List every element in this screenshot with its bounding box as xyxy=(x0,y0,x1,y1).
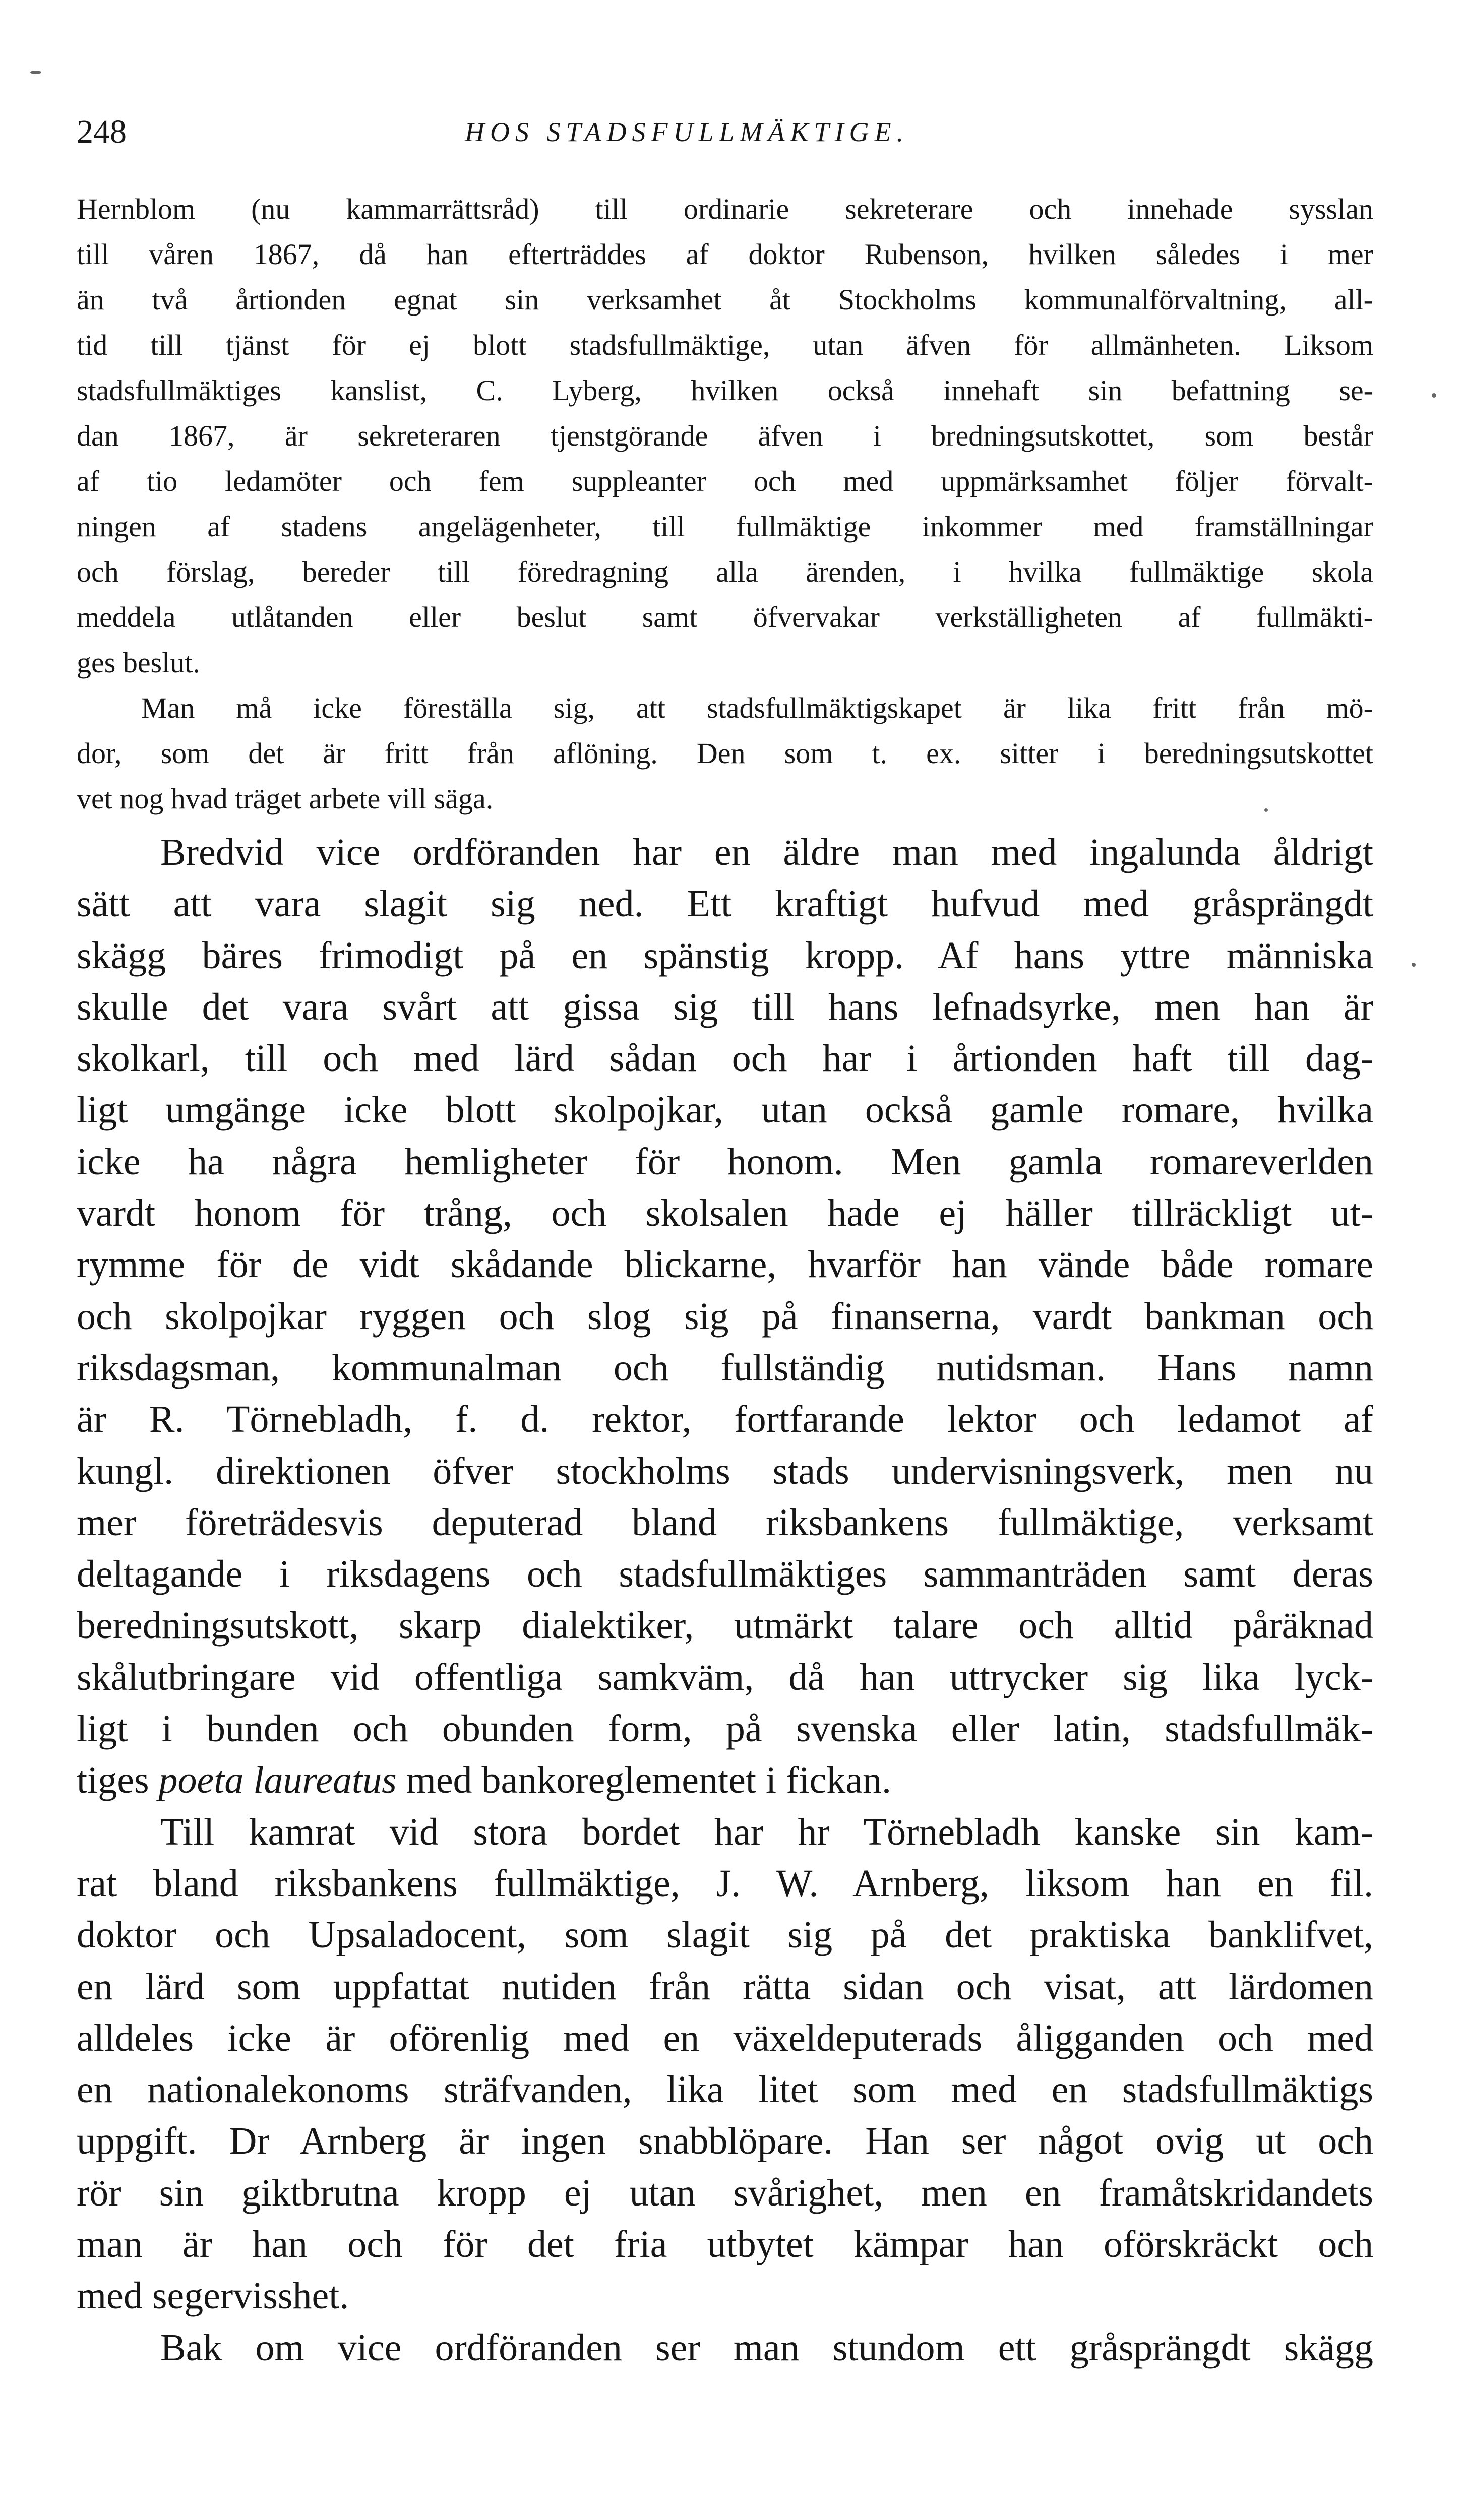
text-line: Bredvid vice ordföranden har en äldre man med ingalunda åldrigt xyxy=(160,831,1373,873)
text-line: alldeles icke är oförenlig med en växeldeputerads åligganden och med xyxy=(77,2017,1373,2059)
text-line: vardt honom för trång, och skolsalen hade ej häller tillräckligt ut- xyxy=(77,1192,1373,1235)
text-line: doktor och Upsaladocent, som slagit sig på det praktiska banklifvet, xyxy=(77,1914,1373,1957)
line-text: med bankoreglementet i fickan. xyxy=(396,1759,891,1802)
line-text: tiges xyxy=(77,1759,159,1802)
text-line: än två årtionden egnat sin verksamhet åt Stockholms kommunalförvaltning, all- xyxy=(77,283,1373,316)
text-line: dor, som det är fritt från aflöning. Den som t. ex. sitter i beredningsutskottet xyxy=(77,737,1373,770)
text-line: skulle det vara svårt att gissa sig till hans lefnadsyrke, men han är xyxy=(77,985,1373,1028)
text-line: Till kamrat vid stora bordet har hr Törnebladh kanske sin kam- xyxy=(160,1810,1373,1853)
text-line: stadsfullmäktiges kanslist, C. Lyberg, hvilken också innehaft sin befattning se- xyxy=(77,374,1373,407)
text-line: ligt i bunden och obunden form, på svenska eller latin, stadsfullmäk- xyxy=(77,1708,1373,1750)
text-line: en nationalekonoms sträfvanden, lika litet som med en stadsfullmäktigs xyxy=(77,2068,1373,2111)
text-line: skolkarl, till och med lärd sådan och har i årtionden haft till dag- xyxy=(77,1037,1373,1080)
text-line: och skolpojkar ryggen och slog sig på finanserna, vardt bankman och xyxy=(77,1295,1373,1338)
text-line: Bak om vice ordföranden ser man stundom ett gråsprängdt skägg xyxy=(160,2326,1373,2369)
italic-phrase: poeta laureatus xyxy=(158,1759,397,1802)
text-line: med segervisshet. xyxy=(77,2275,349,2317)
print-speck xyxy=(1412,963,1416,967)
text-line: skägg bäres frimodigt på en spänstig kropp. Af hans yttre människa xyxy=(77,934,1373,977)
text-line: till våren 1867, då han efterträddes af doktor Rubenson, hvilken således i mer xyxy=(77,238,1373,271)
text-line: vet nog hvad träget arbete vill säga. xyxy=(77,782,494,815)
text-line: af tio ledamöter och fem suppleanter och med uppmärksamhet följer förvalt- xyxy=(77,465,1373,497)
main-text-section xyxy=(77,827,1373,2373)
text-line: en lärd som uppfattat nutiden från rätta sidan och visat, att lärdomen xyxy=(77,1965,1373,2008)
text-line: skålutbringare vid offentliga samkväm, då han uttrycker sig lika lyck- xyxy=(77,1656,1373,1698)
text-line: rymme för de vidt skådande blickarne, hvarför han vände både romare xyxy=(77,1243,1373,1286)
running-title: HOS STADSFULLMÄKTIGE. xyxy=(465,117,909,147)
text-line: ningen af stadens angelägenheter, till fullmäktige inkommer med framställningar xyxy=(77,510,1373,543)
text-line: rör sin giktbrutna kropp ej utan svårighet, men en framåtskridandets xyxy=(77,2171,1373,2214)
paragraph xyxy=(77,186,1373,685)
text-line: ges beslut. xyxy=(77,646,200,679)
text-line: rat bland riksbankens fullmäktige, J. W. Arnberg, liksom han en fil. xyxy=(77,1862,1373,1905)
text-line: dan 1867, är sekreteraren tjenstgörande äfven i bredningsutskottet, som består xyxy=(77,419,1373,452)
text-line: är R. Törnebladh, f. d. rektor, fortfarande lektor och ledamot af xyxy=(77,1398,1373,1441)
text-line: meddela utlåtanden eller beslut samt öfvervakar verkställigheten af fullmäkti- xyxy=(77,601,1373,634)
text-line: Hernblom (nu kammarrättsråd) till ordinarie sekreterare och innehade sysslan xyxy=(77,193,1373,225)
paragraph xyxy=(77,685,1373,822)
text-line: mer företrädesvis deputerad bland riksbankens fullmäktige, verksamt xyxy=(77,1501,1373,1544)
print-speck xyxy=(30,71,41,74)
text-line: uppgift. Dr Arnberg är ingen snabblöpare. Han ser något ovig ut och xyxy=(77,2120,1373,2163)
text-line: och förslag, bereder till föredragning alla ärenden, i hvilka fullmäktige skola xyxy=(77,555,1373,588)
text-line: riksdagsman, kommunalman och fullständig nutidsman. Hans namn xyxy=(77,1346,1373,1389)
text-line: kungl. direktionen öfver stockholms stads undervisningsverk, men nu xyxy=(77,1450,1373,1492)
paragraph xyxy=(77,827,1373,1806)
text-line: icke ha några hemligheter för honom. Men gamla romareverlden xyxy=(77,1140,1373,1183)
text-line xyxy=(77,1754,1373,1806)
page-number: 248 xyxy=(77,113,127,150)
text-line: sätt att vara slagit sig ned. Ett kraftigt hufvud med gråsprängdt xyxy=(77,883,1373,925)
running-head xyxy=(77,112,1387,152)
text-line: tid till tjänst för ej blott stadsfullmäktige, utan äfven för allmänheten. Liksom xyxy=(77,329,1373,361)
text-line: deltagande i riksdagens och stadsfullmäktiges sammanträden samt deras xyxy=(77,1553,1373,1596)
text-line: beredningsutskott, skarp dialektiker, utmärkt talare och alltid påräknad xyxy=(77,1604,1373,1647)
paragraph xyxy=(77,2322,1373,2373)
paragraph xyxy=(77,1806,1373,2322)
print-speck xyxy=(1432,393,1436,398)
text-line: ligt umgänge icke blott skolpojkar, utan också gamle romare, hvilka xyxy=(77,1089,1373,1131)
text-line: Man må icke föreställa sig, att stadsfullmäktigskapet är lika fritt från mö- xyxy=(141,691,1373,724)
text-line: man är han och för det fria utbytet kämpar han oförskräckt och xyxy=(77,2223,1373,2266)
small-print-section xyxy=(77,186,1373,822)
